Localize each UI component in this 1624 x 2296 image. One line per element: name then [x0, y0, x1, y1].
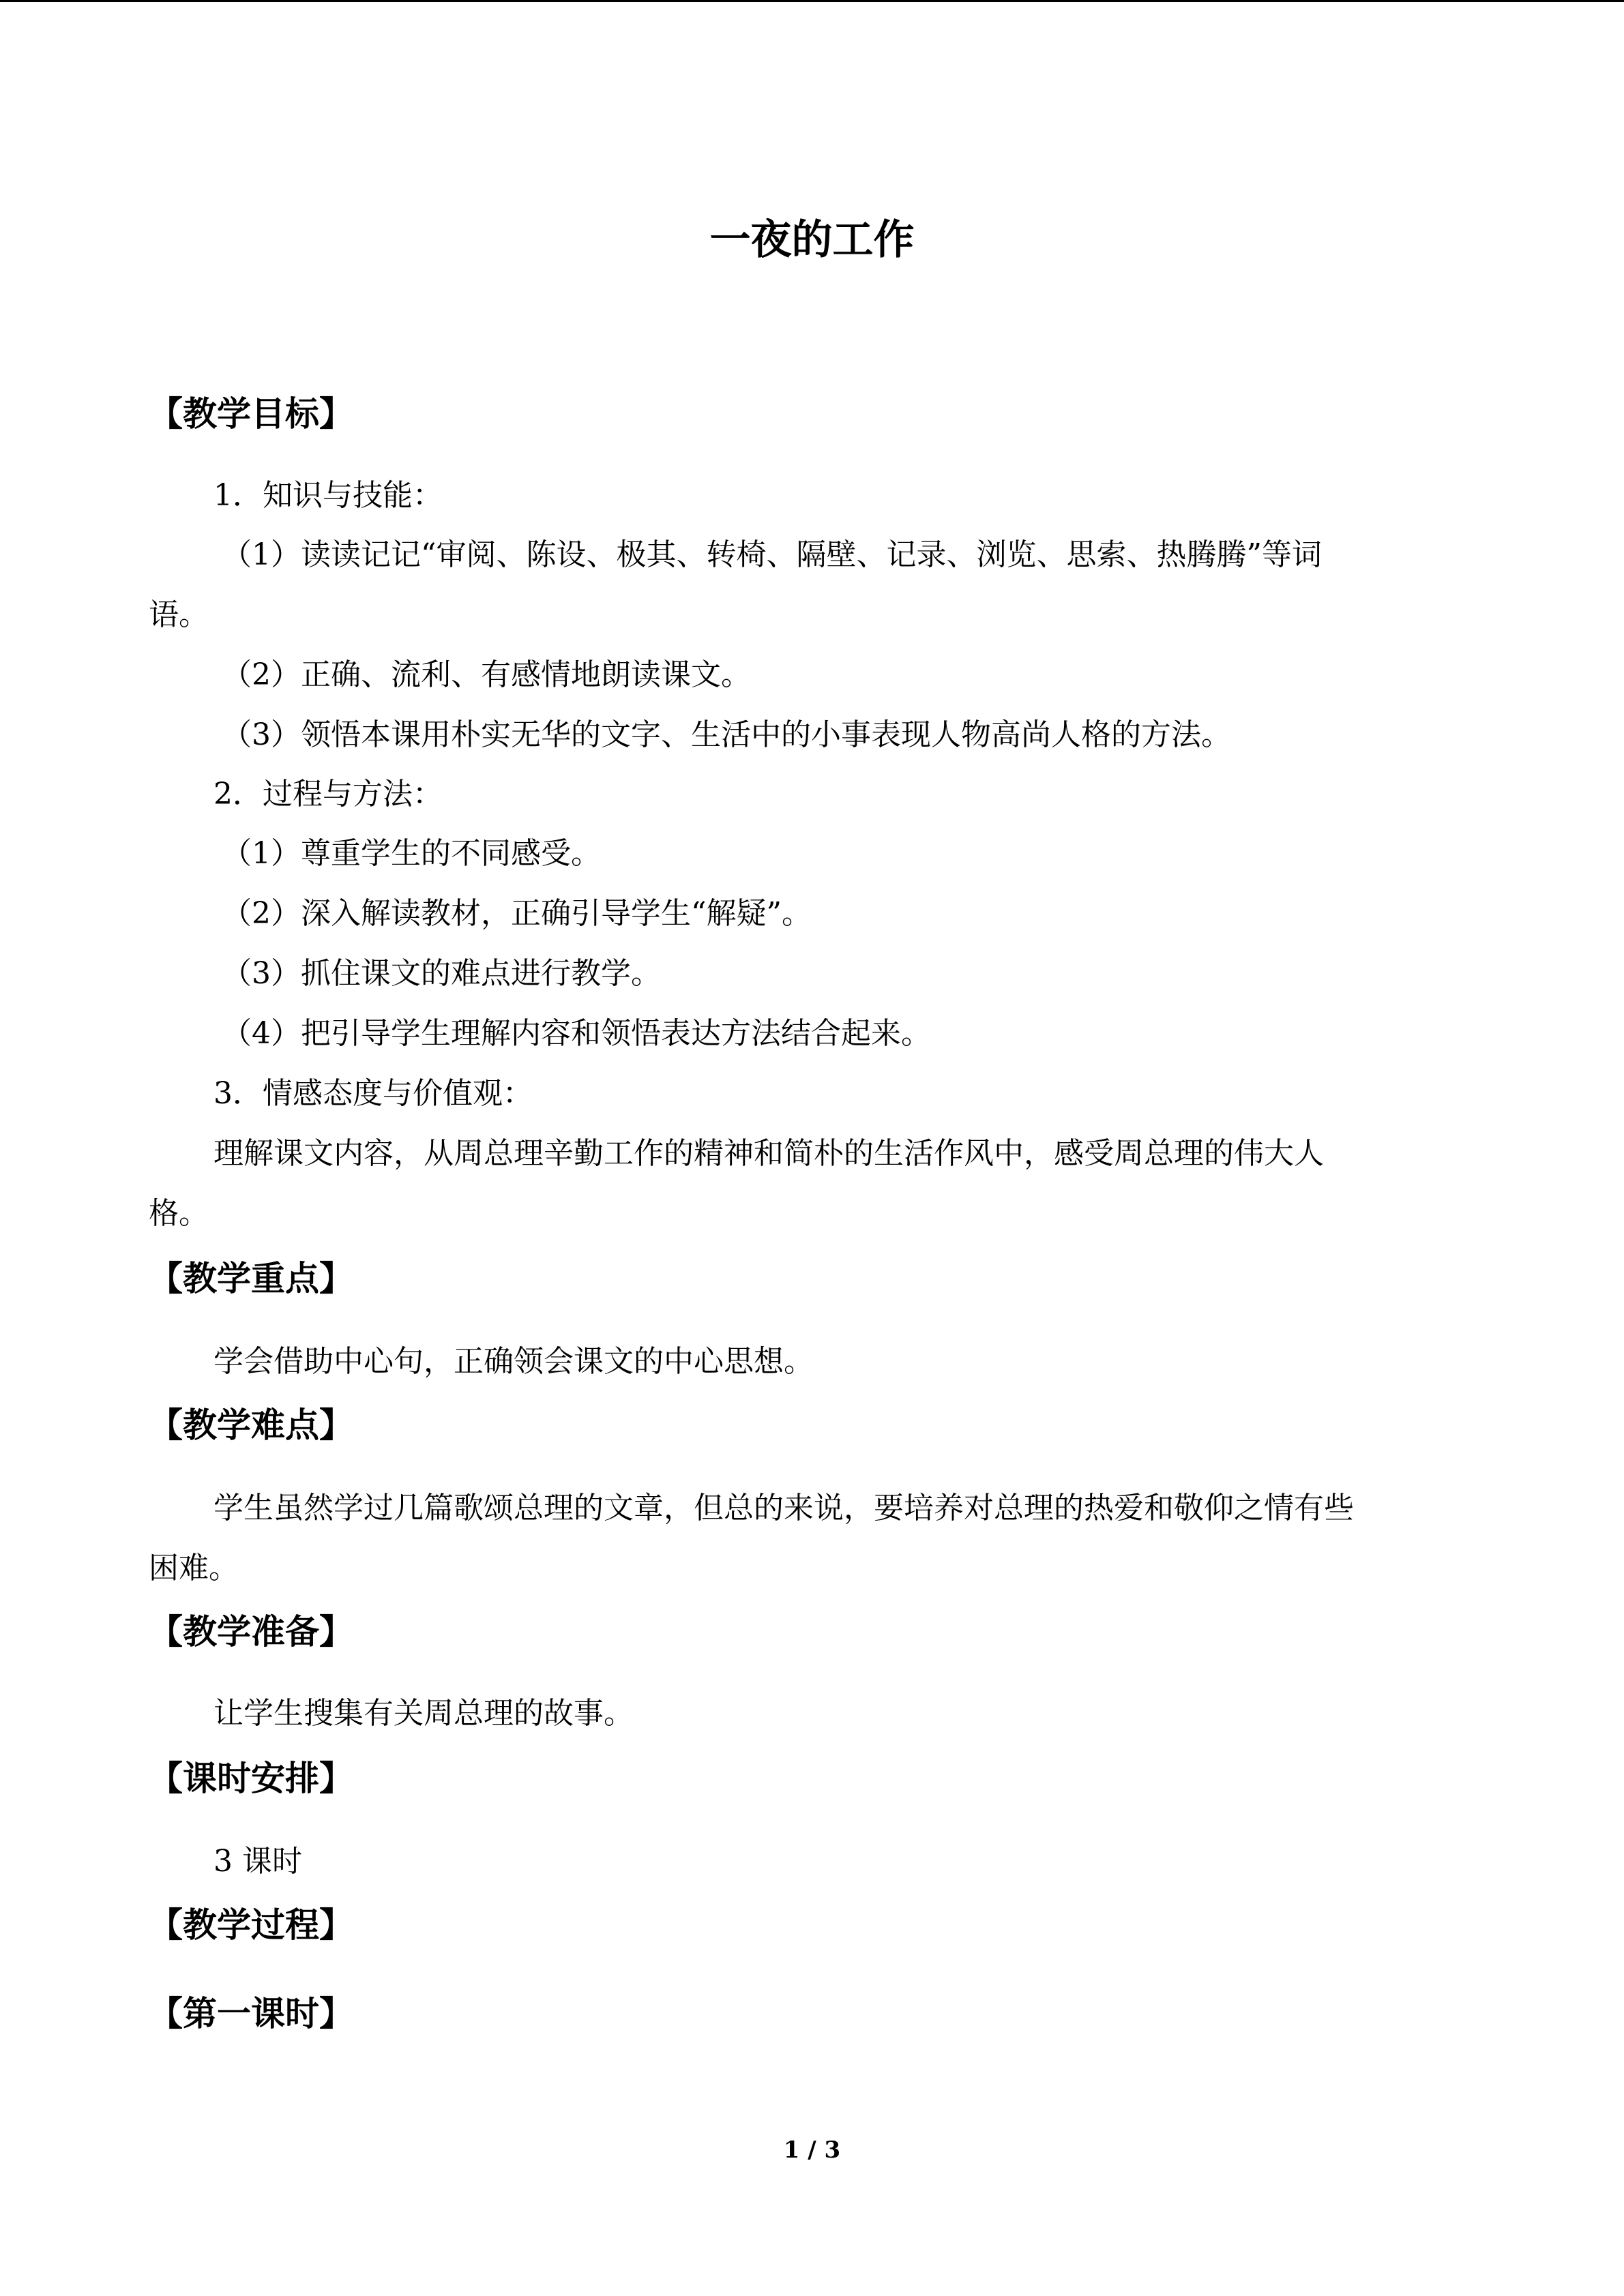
heading-preparation: 【教学准备】: [149, 1611, 353, 1652]
objective-2-point-2: （2）深入解读教材，正确引导学生“解疑”。: [222, 896, 812, 931]
objective-3-title: 3．情感态度与价值观：: [213, 1076, 533, 1111]
heading-schedule: 【课时安排】: [149, 1758, 353, 1798]
heading-teaching-process: 【教学过程】: [149, 1905, 353, 1945]
heading-key-points: 【教学重点】: [149, 1258, 353, 1298]
difficulties-text-line-2: 困难。: [149, 1551, 239, 1585]
heading-difficulties: 【教学难点】: [149, 1405, 353, 1445]
schedule-text: 3 课时: [213, 1844, 302, 1879]
objective-2-point-3: （3）抓住课文的难点进行教学。: [222, 956, 661, 991]
heading-first-lesson: 【第一课时】: [149, 1993, 353, 2033]
objective-3-text-line-1: 理解课文内容，从周总理辛勤工作的精神和简朴的生活作风中，感受周总理的伟大人: [213, 1136, 1324, 1171]
heading-teaching-objectives: 【教学目标】: [149, 393, 353, 434]
objective-1-point-2: （2）正确、流利、有感情地朗读课文。: [222, 657, 751, 692]
document-title: 一夜的工作: [709, 216, 915, 264]
objective-3-text-line-2: 格。: [149, 1196, 209, 1231]
objective-1-title: 1．知识与技能：: [213, 478, 443, 513]
key-points-text: 学会借助中心句，正确领会课文的中心思想。: [213, 1344, 814, 1379]
objective-1-point-1-line-2: 语。: [149, 597, 209, 632]
preparation-text: 让学生搜集有关周总理的故事。: [213, 1696, 634, 1731]
objective-1-point-1-line-1: （1）读读记记“审阅、陈设、极其、转椅、隔壁、记录、浏览、思索、热腾腾”等词: [222, 537, 1322, 572]
page-number: 1 / 3: [783, 2136, 841, 2164]
objective-2-point-1: （1）尊重学生的不同感受。: [222, 836, 601, 871]
objective-2-title: 2．过程与方法：: [213, 777, 443, 811]
objective-2-point-4: （4）把引导学生理解内容和领悟表达方法结合起来。: [222, 1016, 931, 1051]
difficulties-text-line-1: 学生虽然学过几篇歌颂总理的文章，但总的来说，要培养对总理的热爱和敬仰之情有些: [213, 1491, 1354, 1525]
objective-1-point-3: （3）领悟本课用朴实无华的文字、生活中的小事表现人物高尚人格的方法。: [222, 717, 1231, 752]
